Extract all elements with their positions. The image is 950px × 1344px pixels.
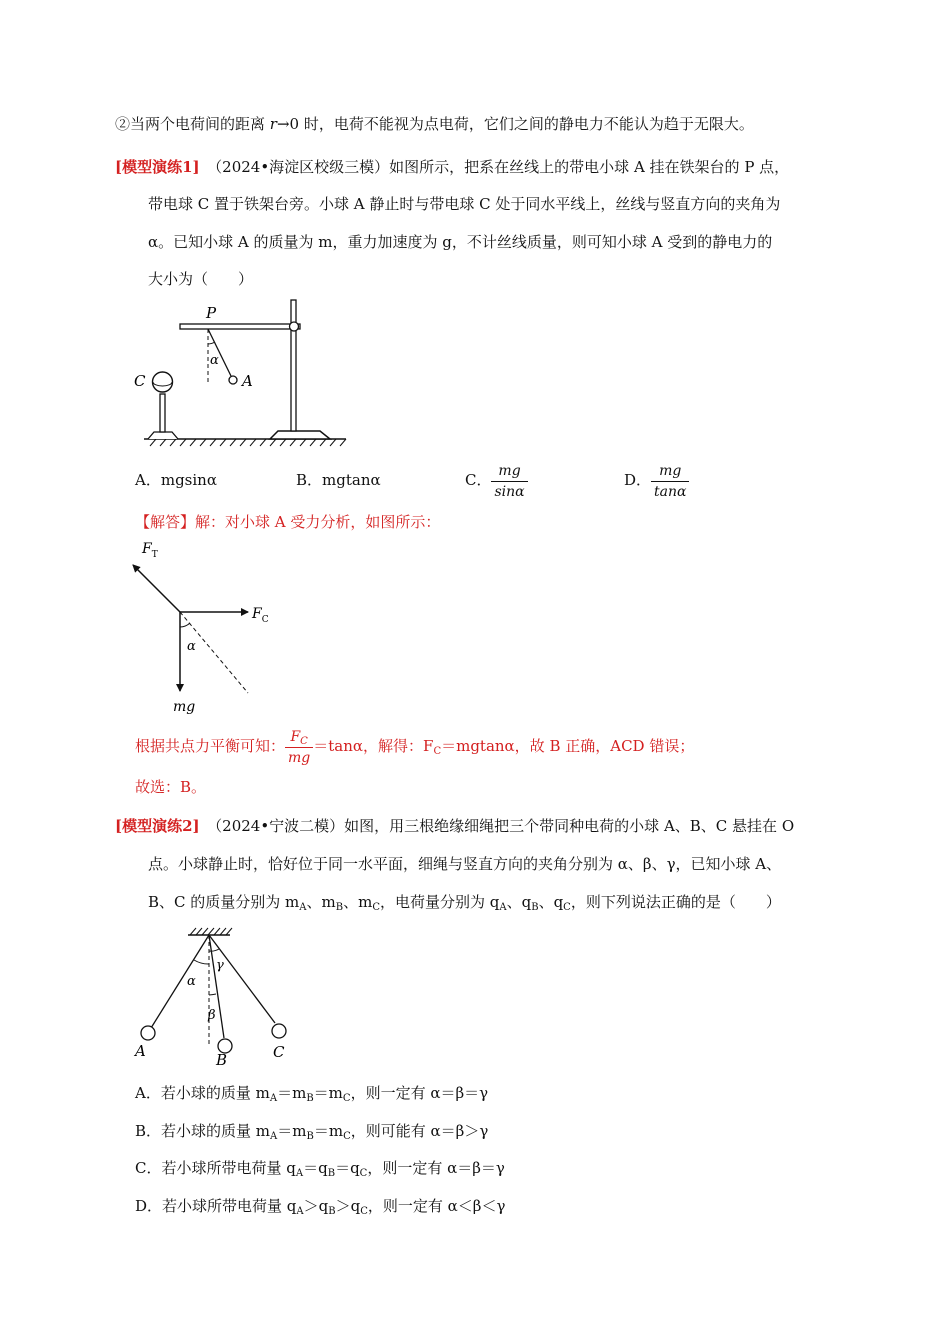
sub-a: A xyxy=(299,902,307,913)
label-p: P xyxy=(206,304,217,322)
ball-c xyxy=(153,372,173,392)
q1-text1: （2024•海淀区校级三模）如图所示，把系在丝线上的带电小球 A 挂在铁架台的 P 点， xyxy=(214,158,790,176)
eq-post: ＝mgtanα，故 B 正确，ACD 错误； xyxy=(441,737,695,755)
opt-eq2: ＝m xyxy=(313,1084,343,1102)
sub-b: B xyxy=(327,1168,336,1179)
opt-eq2: ＞q xyxy=(335,1197,361,1215)
q2-text3a: B、C 的质量分别为 m xyxy=(148,893,300,911)
q1-choice: 故选：B。 xyxy=(135,778,207,796)
arrow-symbol: → xyxy=(276,115,290,133)
sub-b: B xyxy=(328,1206,336,1217)
answer-text: 解：对小球 A 受力分析，如图所示： xyxy=(195,513,441,531)
q1-tag: [模型演练1] xyxy=(115,158,200,176)
force-diagram xyxy=(130,535,290,715)
eq-pre: 根据共点力平衡可知： xyxy=(135,737,286,755)
option-key: D． xyxy=(624,471,652,489)
opt-pre: 若小球的质量 m xyxy=(160,1084,270,1102)
denominator: tanα xyxy=(654,483,687,500)
opt-pre: 若小球所带电荷量 q xyxy=(162,1197,297,1215)
note-text-post: 时，电荷不能视为点电荷，它们之间的静电力不能认为趋于无限大。 xyxy=(299,115,754,133)
ground-hatching xyxy=(150,439,346,446)
option-key: B． xyxy=(135,1122,162,1140)
q2-option-a xyxy=(135,1083,488,1103)
sub-a: A xyxy=(295,1168,304,1179)
circled-number: ② xyxy=(115,115,131,133)
eq-sub: C xyxy=(433,746,442,757)
opt-post: ，则一定有 α＝β＝γ xyxy=(350,1084,489,1102)
clamp xyxy=(290,322,299,331)
option-key: A． xyxy=(135,471,161,489)
q1-answer xyxy=(135,512,440,532)
q1-line3: α。已知小球 A 的质量为 m，重力加速度为 g，不计丝线质量，则可知小球 A 受到的静电力的 xyxy=(148,233,773,251)
q2-text3c: ，则下列说法正确的是（ ） xyxy=(570,893,781,911)
option-key: C． xyxy=(135,1159,162,1177)
option-key: A． xyxy=(135,1084,161,1102)
opt-pre: 若小球所带电荷量 q xyxy=(161,1159,296,1177)
option-key: C． xyxy=(465,471,492,489)
numerator: mg xyxy=(491,463,527,482)
opt-eq1: ＝q xyxy=(303,1159,328,1177)
sub-c: C xyxy=(342,1093,351,1104)
stand-pole xyxy=(291,300,296,431)
opt-eq1: ＝m xyxy=(277,1122,307,1140)
q2-line1 xyxy=(115,816,794,836)
sub-b: B xyxy=(531,902,539,913)
label-fc: $F_C$ xyxy=(252,606,269,625)
fraction xyxy=(491,463,527,500)
sub-a: A xyxy=(270,1131,278,1142)
q2-figure-pendulums xyxy=(128,925,308,1070)
sub-a: A xyxy=(269,1093,278,1104)
note-2 xyxy=(115,114,754,134)
q2-option-b xyxy=(135,1121,488,1141)
eq-fraction xyxy=(285,729,313,766)
sub-c: C xyxy=(359,1168,368,1179)
sub-c: C xyxy=(372,902,380,913)
q2-text1: （2024•宁波二模）如图，用三根绝缘细绳把三个带同种电荷的小球 A、B、C 悬挂在 O xyxy=(214,817,795,835)
ball-c-pole xyxy=(160,394,165,432)
sub-c: C xyxy=(360,1206,368,1217)
label-a: A xyxy=(242,372,253,390)
option-key: B． xyxy=(296,471,323,489)
q1-figure-iron-stand xyxy=(130,298,350,448)
sub-b: B xyxy=(335,902,344,913)
label-a: A xyxy=(135,1042,146,1060)
opt-eq2: ＝m xyxy=(313,1122,344,1140)
eq-denominator: mg xyxy=(288,749,311,766)
answer-tag: 【解答】 xyxy=(135,513,196,531)
label-b: B xyxy=(216,1051,228,1069)
fraction xyxy=(651,463,689,500)
numerator: mg xyxy=(651,463,689,482)
symbol-zero: 0 xyxy=(289,115,300,133)
opt-post: ，则一定有 α＝β＝γ xyxy=(367,1159,505,1177)
option-text: mgsinα xyxy=(160,471,217,489)
sub-a: A xyxy=(296,1206,304,1217)
denominator: sinα xyxy=(494,483,525,500)
q1-option-a xyxy=(135,470,217,490)
q1-option-d xyxy=(624,455,689,505)
sep: 、q xyxy=(506,893,532,911)
ball-c xyxy=(272,1024,286,1038)
eq-numerator: F xyxy=(290,728,301,745)
label-alpha: α xyxy=(187,974,196,989)
q2-tag: [模型演练2] xyxy=(115,817,200,835)
string-a xyxy=(151,935,209,1028)
q1-option-b xyxy=(296,470,381,490)
option-key: D． xyxy=(135,1197,163,1215)
ball-a xyxy=(141,1026,155,1040)
label-beta: β xyxy=(208,1008,216,1023)
q1-equation xyxy=(135,723,694,769)
sep: 、q xyxy=(538,893,564,911)
q2-text3b: ，电荷量分别为 q xyxy=(379,893,500,911)
force-ft-arrow xyxy=(133,565,180,612)
eq-mid: ＝tanα，解得：F xyxy=(313,737,434,755)
q1-line1 xyxy=(115,157,789,177)
opt-pre: 若小球的质量 m xyxy=(161,1122,271,1140)
note-text-pre: 当两个电荷间的距离 xyxy=(130,115,270,133)
label-ft: $F_T$ xyxy=(142,541,158,560)
ball-c-stand-base xyxy=(148,432,178,439)
q1-line2: 带电球 C 置于铁架台旁。小球 A 静止时与带电球 C 处于同水平线上，丝线与竖直方向的夹角为 xyxy=(148,195,781,213)
label-alpha: α xyxy=(210,353,219,368)
opt-post: ，则可能有 α＝β＞γ xyxy=(350,1122,489,1140)
opt-eq1: ＝m xyxy=(277,1084,307,1102)
q2-line3 xyxy=(148,892,781,912)
label-gamma: γ xyxy=(216,958,224,973)
label-c: C xyxy=(273,1043,285,1061)
sub-a: A xyxy=(499,902,507,913)
sub-c: C xyxy=(343,1131,351,1142)
label-mg: mg xyxy=(173,699,196,715)
label-alpha: α xyxy=(187,639,196,654)
q1-option-c xyxy=(465,455,528,505)
ball-a xyxy=(229,376,237,384)
q2-line2: 点。小球静止时，恰好位于同一水平面，细绳与竖直方向的夹角分别为 α、β、γ，已知小球 A、 xyxy=(148,855,782,873)
stand-arm xyxy=(180,324,300,329)
q1-line4: 大小为（ ） xyxy=(148,270,254,288)
string-c xyxy=(209,935,275,1023)
q2-option-c xyxy=(135,1158,505,1178)
sub-b: B xyxy=(306,1093,314,1104)
ceiling-hatching xyxy=(190,928,232,935)
label-c: C xyxy=(134,372,146,390)
q2-option-d xyxy=(135,1196,505,1216)
stand-base xyxy=(270,431,330,439)
option-text: mgtanα xyxy=(322,471,381,489)
eq-numerator-sub: C xyxy=(300,735,308,747)
sep: 、m xyxy=(343,893,373,911)
opt-eq1: ＞q xyxy=(303,1197,329,1215)
symbol-r: r xyxy=(269,115,277,133)
sub-c: C xyxy=(563,902,571,913)
opt-eq2: ＝q xyxy=(335,1159,360,1177)
sub-b: B xyxy=(306,1131,314,1142)
opt-post: ，则一定有 α＜β＜γ xyxy=(367,1197,506,1215)
sep: 、m xyxy=(306,893,336,911)
